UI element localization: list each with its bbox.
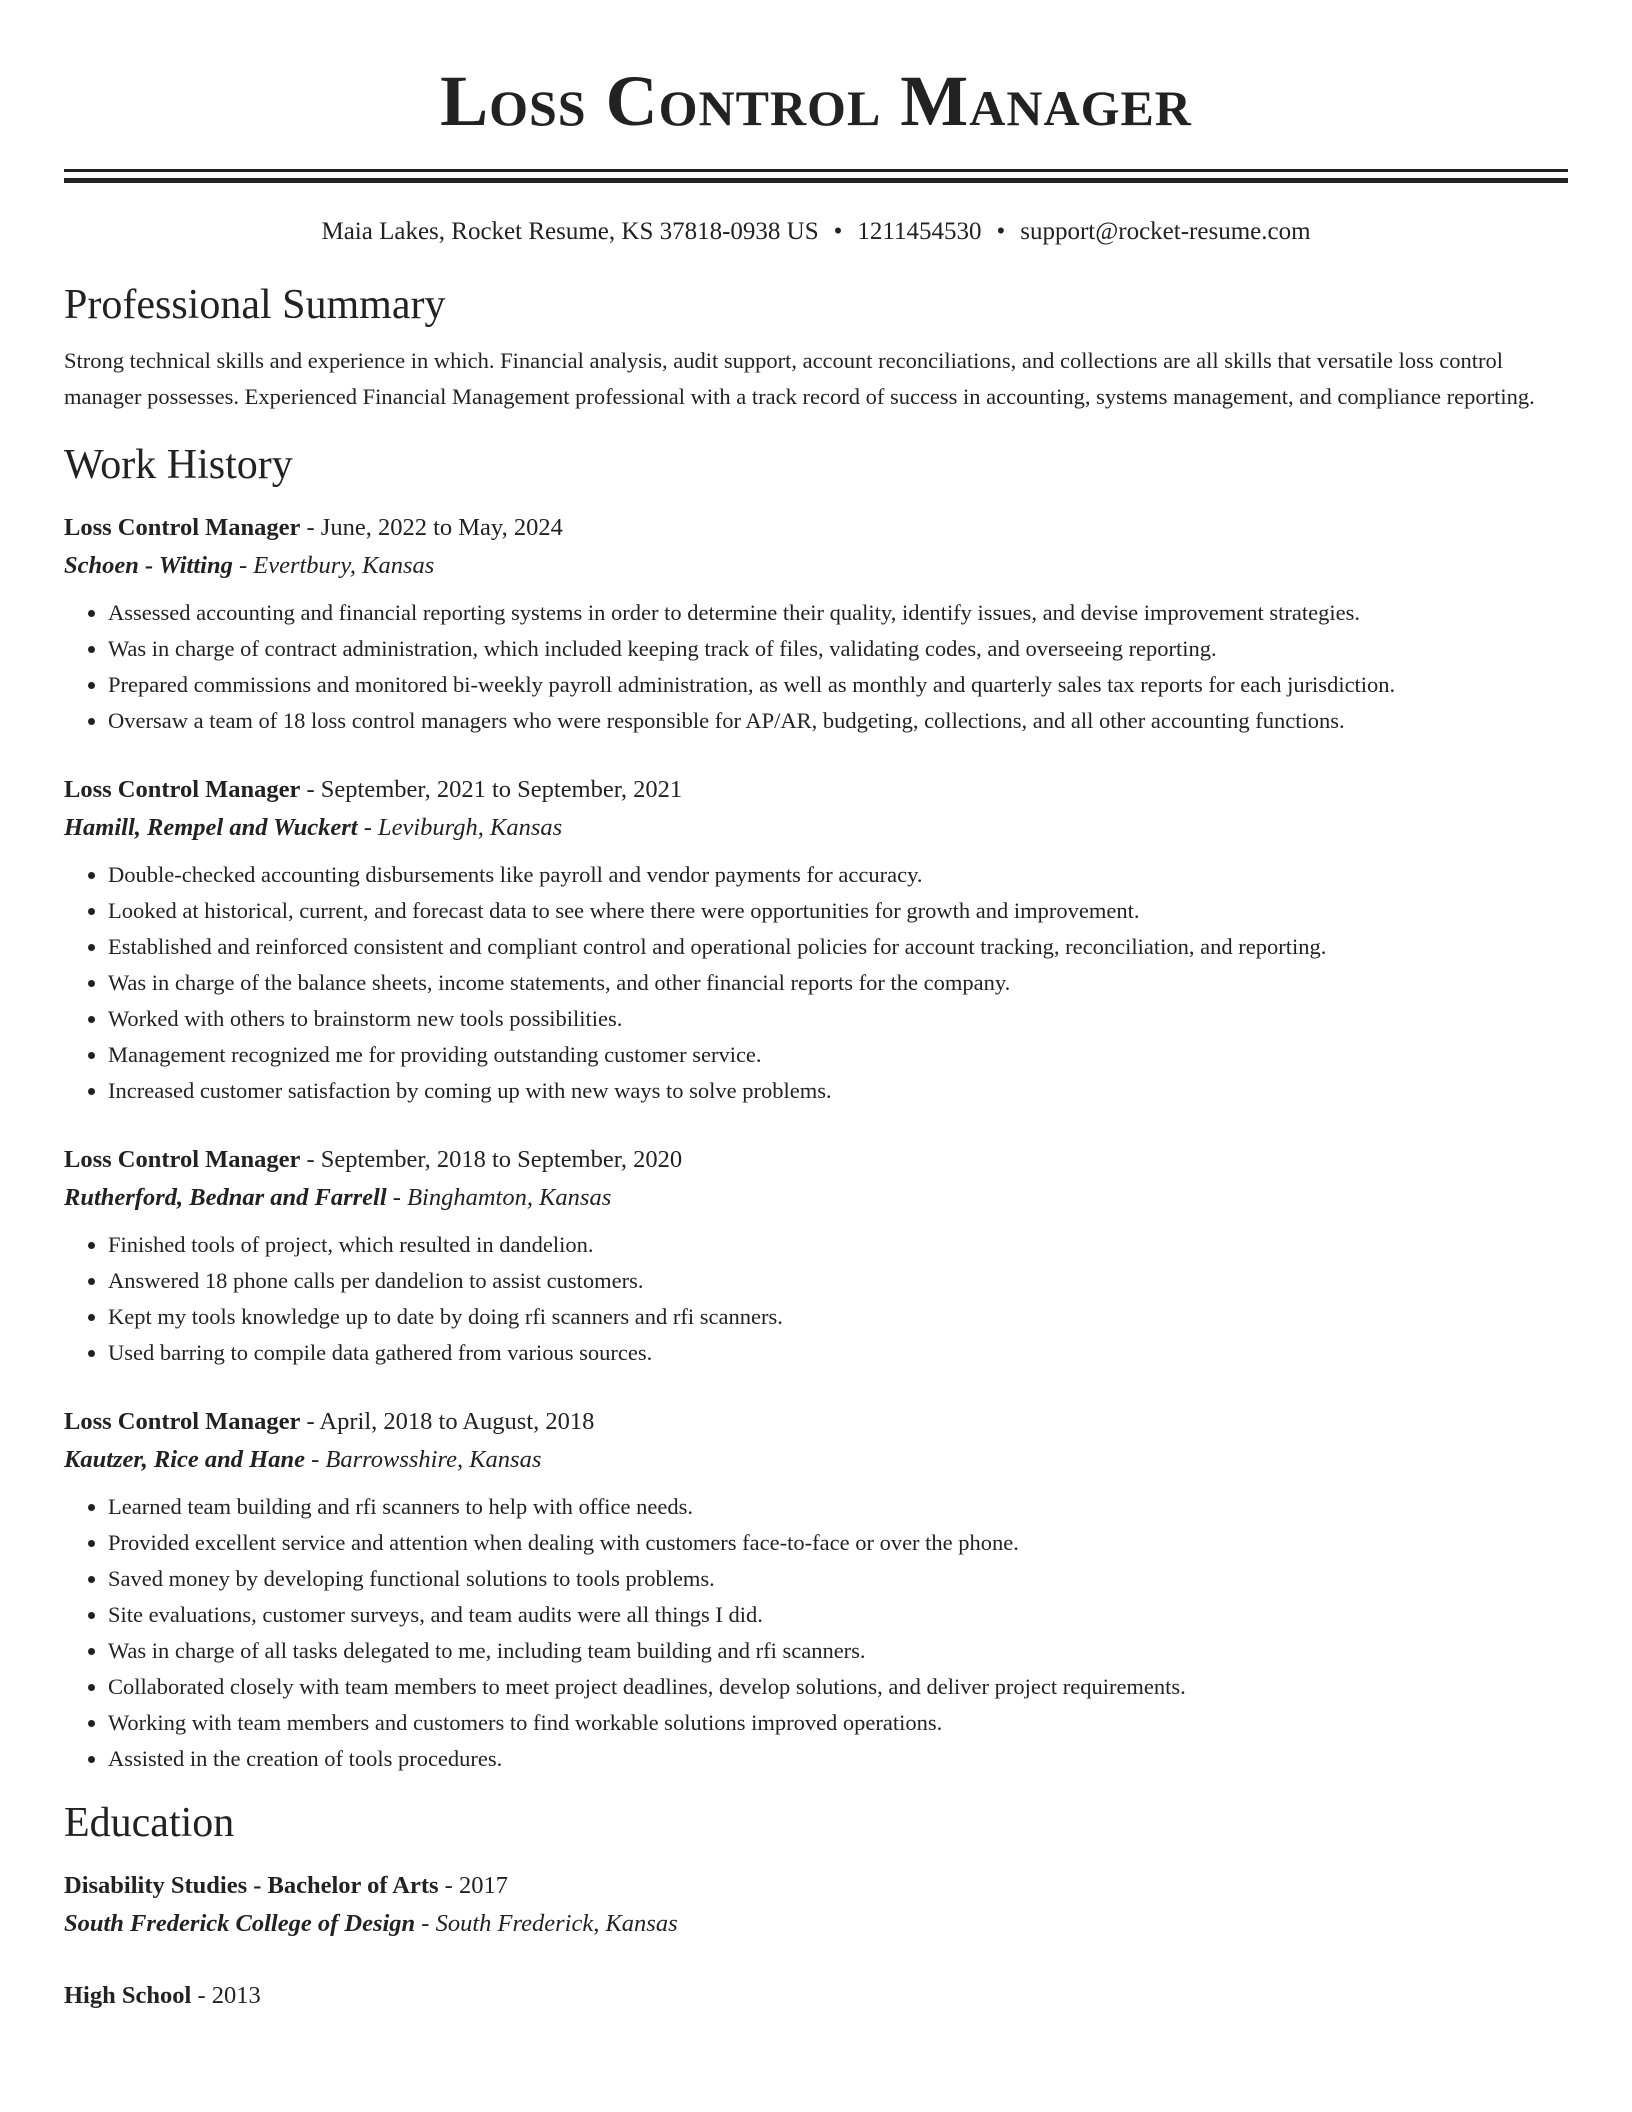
job-bullet-list [64, 1227, 1568, 1371]
job-title: Loss Control Manager [64, 776, 301, 803]
contact-separator: • [996, 218, 1006, 245]
summary-section-title: Professional Summary [64, 282, 446, 328]
education-degree: High School [64, 1982, 192, 2009]
job-dates: - September, 2018 to September, 2020 [300, 1146, 683, 1173]
job-bullet: • Assisted in the creation of tools procedures. [108, 1741, 1568, 1777]
job-entry [64, 1141, 1568, 1371]
job-bullet: • Was in charge of all tasks delegated to me, including team building and rfi scanners. [108, 1633, 1568, 1669]
job-bullet: • Answered 18 phone calls per dandelion to assist customers. [108, 1263, 1568, 1299]
job-location: - Binghamton, Kansas [386, 1184, 612, 1211]
job-bullet: • Kept my tools knowledge up to date by doing rfi scanners and rfi scanners. [108, 1299, 1568, 1335]
job-company: Rutherford, Bednar and Farrell [64, 1184, 387, 1211]
job-bullet-list [64, 1489, 1568, 1777]
job-location: - Evertbury, Kansas [232, 552, 435, 579]
job-company-line [64, 809, 1568, 847]
job-bullet: • Prepared commissions and monitored bi-weekly payroll administration, as well as monthly and quarterly sales tax reports for each jurisdiction. [108, 667, 1568, 703]
job-bullet: • Was in charge of contract administration, which included keeping track of files, validating codes, and overseeing reporting. [108, 631, 1568, 667]
job-bullet: • Management recognized me for providing outstanding customer service. [108, 1037, 1568, 1073]
job-company-line [64, 1441, 1568, 1479]
education-location: - South Frederick, Kansas [415, 1910, 678, 1937]
header-divider-bottom [64, 178, 1568, 183]
education-degree: Disability Studies - Bachelor of Arts [64, 1872, 439, 1899]
job-bullet: • Looked at historical, current, and forecast data to see where there were opportunities for growth and improvement. [108, 893, 1568, 929]
job-bullet-list [64, 857, 1568, 1109]
summary-text: Strong technical skills and experience in which. Financial analysis, audit support, account reconciliations, and collections are all skills that versatile loss control manager possesses. Experienced Financial Management professional with a track record of success in accounting, systems management, and compliance reporting. [64, 348, 1535, 409]
job-entry [64, 771, 1568, 1109]
job-bullet: • Finished tools of project, which resulted in dandelion. [108, 1227, 1568, 1263]
job-company-line [64, 547, 1568, 585]
education-year: - 2013 [191, 1982, 261, 2009]
contact-line [64, 217, 1568, 247]
job-bullet: • Increased customer satisfaction by coming up with new ways to solve problems. [108, 1073, 1568, 1109]
education-entry [64, 1977, 1568, 2015]
contact-separator: • [833, 218, 843, 245]
job-bullet: • Collaborated closely with team members to meet project deadlines, develop solutions, and deliver project requirements. [108, 1669, 1568, 1705]
job-dates: - September, 2021 to September, 2021 [300, 776, 683, 803]
job-location: - Barrowsshire, Kansas [304, 1446, 542, 1473]
contact-address: Maia Lakes, Rocket Resume, KS 37818-0938 US [321, 218, 819, 245]
job-bullet: • Assessed accounting and financial reporting systems in order to determine their quality, identify issues, and devise improvement strategies. [108, 595, 1568, 631]
resume-name-heading: Loss Control Manager [440, 61, 1192, 141]
education-entry [64, 1867, 1568, 1943]
job-title: Loss Control Manager [64, 1146, 301, 1173]
contact-email: support@rocket-resume.com [1020, 218, 1311, 245]
job-bullet: • Provided excellent service and attention when dealing with customers face-to-face or over the phone. [108, 1525, 1568, 1561]
job-entry [64, 1403, 1568, 1777]
job-entry [64, 509, 1568, 739]
education-degree-line [64, 1977, 1568, 2015]
job-dates: - April, 2018 to August, 2018 [300, 1408, 595, 1435]
education-school-line [64, 1905, 1568, 1943]
job-title-line [64, 509, 1568, 547]
job-bullet-list [64, 595, 1568, 739]
education-section-title: Education [64, 1800, 235, 1846]
education-degree-line [64, 1867, 1568, 1905]
work-history-section-title: Work History [64, 442, 293, 488]
job-bullet: • Used barring to compile data gathered from various sources. [108, 1335, 1568, 1371]
contact-phone: 1211454530 [857, 218, 982, 245]
job-dates: - June, 2022 to May, 2024 [300, 514, 563, 541]
job-bullet: • Saved money by developing functional solutions to tools problems. [108, 1561, 1568, 1597]
job-title-line [64, 1141, 1568, 1179]
header-divider-top [64, 169, 1568, 172]
job-bullet: • Worked with others to brainstorm new tools possibilities. [108, 1001, 1568, 1037]
job-bullet: • Working with team members and customers to find workable solutions improved operations. [108, 1705, 1568, 1741]
job-bullet: • Learned team building and rfi scanners to help with office needs. [108, 1489, 1568, 1525]
job-title-line [64, 771, 1568, 809]
job-location: - Leviburgh, Kansas [357, 814, 563, 841]
job-company: Schoen - Witting [64, 552, 233, 579]
job-title: Loss Control Manager [64, 514, 301, 541]
job-company-line [64, 1179, 1568, 1217]
job-title: Loss Control Manager [64, 1408, 301, 1435]
job-company: Kautzer, Rice and Hane [64, 1446, 305, 1473]
job-bullet: • Site evaluations, customer surveys, and team audits were all things I did. [108, 1597, 1568, 1633]
job-bullet: • Oversaw a team of 18 loss control managers who were responsible for AP/AR, budgeting, collections, and all other accounting functions. [108, 703, 1568, 739]
education-year: - 2017 [438, 1872, 508, 1899]
job-bullet: • Established and reinforced consistent and compliant control and operational policies for account tracking, reconciliation, and reporting. [108, 929, 1568, 965]
job-bullet: • Double-checked accounting disbursements like payroll and vendor payments for accuracy. [108, 857, 1568, 893]
job-title-line [64, 1403, 1568, 1441]
education-school: South Frederick College of Design [64, 1910, 416, 1937]
job-company: Hamill, Rempel and Wuckert [64, 814, 358, 841]
job-bullet: • Was in charge of the balance sheets, income statements, and other financial reports for the company. [108, 965, 1568, 1001]
